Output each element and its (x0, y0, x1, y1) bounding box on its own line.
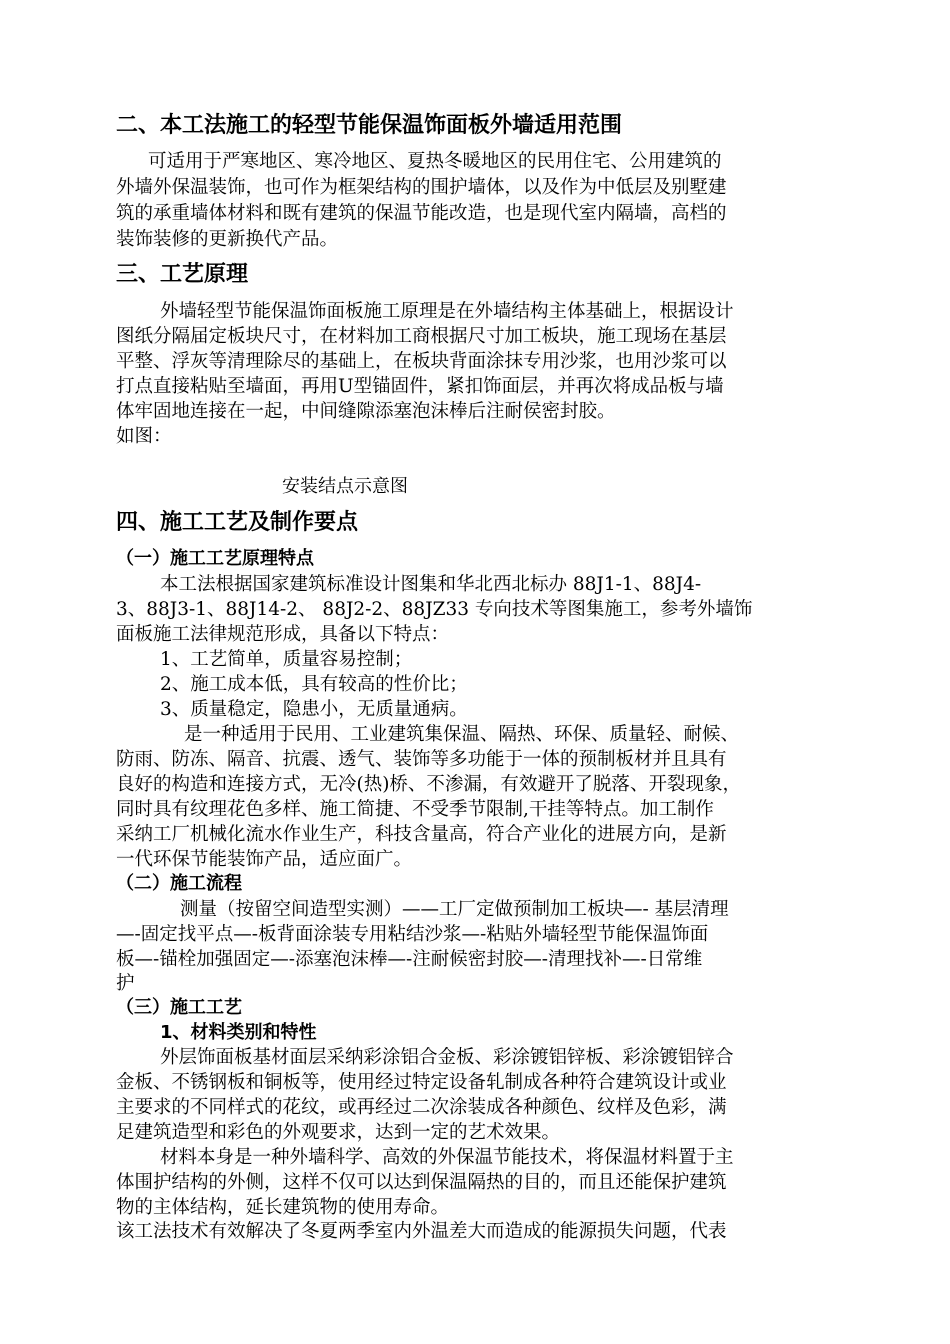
paragraph-line: 测量（按留空间造型实测）——工厂定做预制加工板块—- 基层清理 (180, 899, 729, 920)
list-item: 1、工艺简单，质量容易控制； (160, 649, 413, 670)
section-2-heading: 二、本工法施工的轻型节能保温饰面板外墙适用范围 (116, 113, 623, 138)
paragraph-line: 打点直接粘贴至墙面，再用U型锚固件，紧扣饰面层，并再次将成品板与墙 (116, 376, 724, 397)
paragraph-line: 一代环保节能装饰产品，适应面广。 (116, 849, 413, 870)
paragraph-line: 采纳工厂机械化流水作业生产，科技含量高，符合产业化的进展方向，是新 (116, 824, 727, 845)
paragraph-line: 3、88J3-1、88J14-2、 88J2-2、88JZ33 专向技术等图集施工，参考外墙饰 (116, 599, 753, 620)
paragraph-line: 外墙外保温装饰，也可作为框架结构的围护墙体，以及作为中低层及别墅建 (116, 177, 727, 198)
paragraph-line: 如图： (116, 426, 172, 447)
paragraph-line: 体牢固地连接在一起，中间缝隙添塞泡沫棒后注耐侯密封胶。 (116, 401, 616, 422)
paragraph-line: 图纸分隔届定板块尺寸，在材料加工商根据尺寸加工板块，施工现场在基层 (116, 326, 727, 347)
paragraph-line: 材料本身是一种外墙科学、高效的外保温节能技术，将保温材料置于主 (160, 1147, 734, 1168)
paragraph-line: 体围护结构的外侧，这样不仅可以达到保温隔热的目的，而且还能保护建筑 (116, 1172, 727, 1193)
paragraph-line: 良好的构造和连接方式，无冷(热)桥、不渗漏，有效避开了脱落、开裂现象， (116, 774, 741, 795)
paragraph-line: 平整、浮灰等清理除尽的基础上，在板块背面涂抹专用沙浆，也用沙浆可以 (116, 351, 727, 372)
paragraph-line: 本工法根据国家建筑标准设计图集和华北西北标办 88J1-1、88J4- (160, 574, 702, 595)
figure-caption: 安装结点示意图 (282, 476, 408, 497)
paragraph-line: 可适用于严寒地区、寒冷地区、夏热冬暖地区的民用住宅、公用建筑的 (148, 151, 722, 172)
paragraph-line: 足建筑造型和彩色的外观要求，达到一定的艺术效果。 (116, 1122, 561, 1143)
subsection-2-heading: （二）施工流程 (116, 873, 242, 894)
paragraph-line: 主要求的不同样式的花纹，或再经过二次涂装成各种颜色、纹样及色彩，满 (116, 1097, 727, 1118)
paragraph-line: —-固定找平点—-板背面涂装专用粘结沙浆—-粘贴外墙轻型节能保温饰面 (116, 924, 709, 945)
subsection-1-heading: （一）施工工艺原理特点 (116, 548, 314, 569)
paragraph-line: 物的主体结构，延长建筑物的使用寿命。 (116, 1197, 450, 1218)
section-4-heading: 四、施工工艺及制作要点 (116, 510, 359, 535)
paragraph-line: 同时具有纹理花色多样、施工简捷、不受季节限制,干挂等特点。加工制作 (116, 799, 714, 820)
paragraph-line: 外墙轻型节能保温饰面板施工原理是在外墙结构主体基础上，根据设计 (160, 301, 734, 322)
paragraph-line: 是一种适用于民用、工业建筑集保温、隔热、环保、质量轻、耐候、 (184, 724, 740, 745)
paragraph-line: 筑的承重墙体材料和既有建筑的保温节能改造，也是现代室内隔墙，高档的 (116, 203, 727, 224)
paragraph-line: 外层饰面板基材面层采纳彩涂铝合金板、彩涂镀铝锌板、彩涂镀铝锌合 (160, 1047, 734, 1068)
paragraph-line: 装饰装修的更新换代产品。 (116, 229, 339, 250)
paragraph-line: 面板施工法律规范形成，具备以下特点： (116, 624, 450, 645)
paragraph-line: 该工法技术有效解决了冬夏两季室内外温差大而造成的能源损失问题，代表 (116, 1221, 727, 1242)
list-item: 3、质量稳定，隐患小，无质量通病。 (160, 699, 468, 720)
paragraph-line: 护 (116, 973, 135, 994)
list-item: 2、施工成本低，具有较高的性价比； (160, 674, 468, 695)
paragraph-line: 板—-锚栓加强固定—-添塞泡沫棒—-注耐候密封胶—-清理找补—-日常维 (116, 949, 703, 970)
section-3-heading: 三、工艺原理 (116, 262, 249, 287)
paragraph-line: 防雨、防冻、隔音、抗震、透气、装饰等多功能于一体的预制板材并且具有 (116, 749, 727, 770)
subsection-3-heading: （三）施工工艺 (116, 997, 242, 1018)
paragraph-line: 金板、不锈钢板和铜板等，使用经过特定设备轧制成各种符合建筑设计或业 (116, 1072, 727, 1093)
item-1-heading: 1、材料类别和特性 (160, 1022, 317, 1043)
